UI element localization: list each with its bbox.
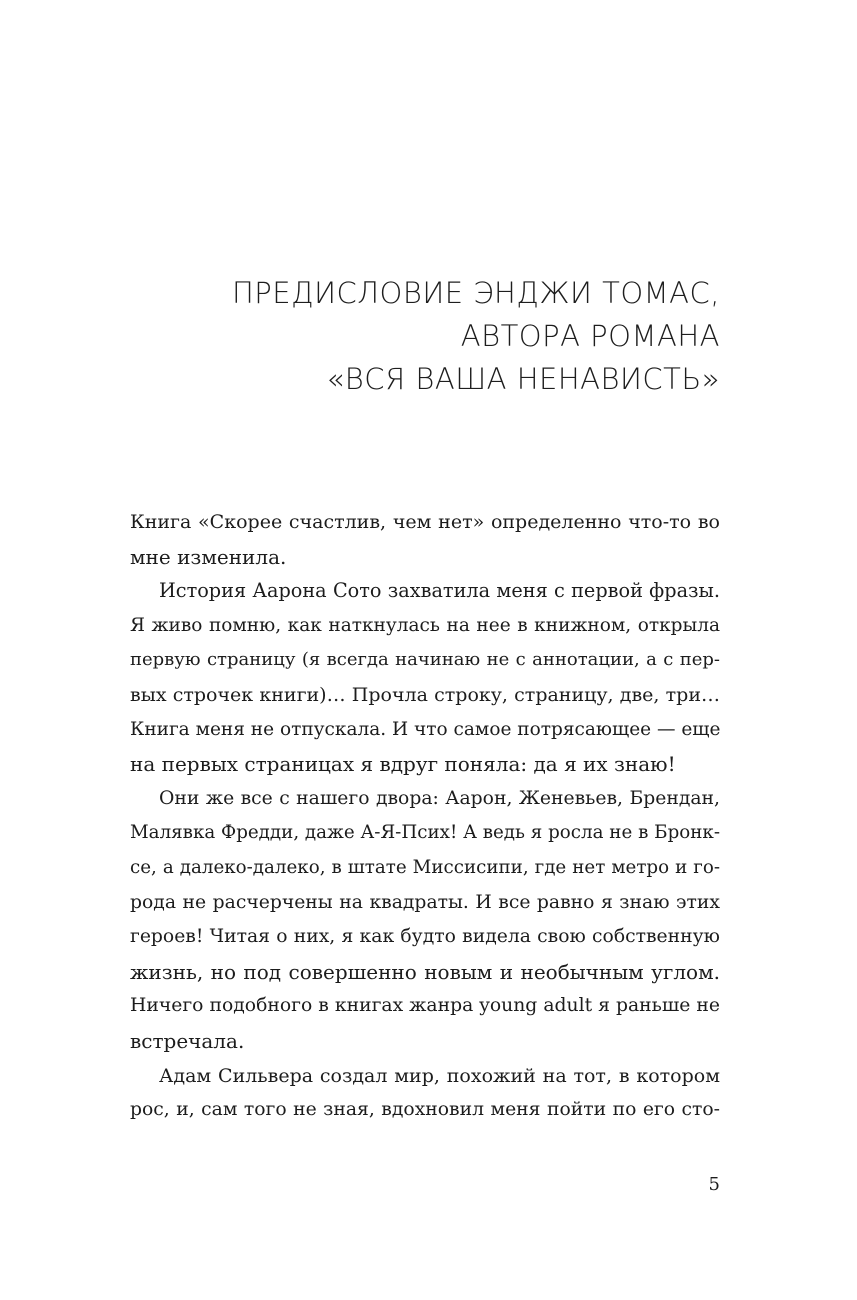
- heading-line-1: ПРЕДИСЛОВИЕ ЭНДЖИ ТОМАС,: [231, 276, 720, 310]
- text-line: вых строчек книги)… Прочла строку, страницу, две, три…: [130, 683, 720, 706]
- text-line: на первых страницах я вдруг поняла: да я их знаю!: [130, 752, 676, 777]
- text-line: се, а далеко-далеко, в штате Миссисипи, где нет метро и го-: [130, 856, 720, 878]
- text-line: Книга меня не отпускала. И что самое потрясающее — еще: [130, 718, 721, 740]
- text-line: Книга «Скорее счастлив, чем нет» определенно что-то во: [130, 511, 720, 533]
- text-line: Малявка Фредди, даже А-Я-Псих! А ведь я росла не в Бронк-: [130, 822, 720, 844]
- page-number: 5: [708, 1174, 720, 1195]
- heading-line-2: АВТОРА РОМАНА: [460, 319, 720, 353]
- text-line: Они же все с нашего двора: Аарон, Женевьев, Брендан,: [159, 787, 720, 809]
- body-text: [130, 505, 720, 1128]
- text-line: Адам Сильвера создал мир, похожий на тот, в котором: [159, 1064, 720, 1087]
- text-line: рода не расчерчены на квадраты. И все равно я знаю этих: [130, 891, 720, 913]
- text-line: жизнь, но под совершенно новым и необычным углом.: [130, 959, 720, 984]
- text-line: мне изменила.: [130, 544, 287, 569]
- text-line: Я живо помню, как наткнулась на нее в книжном, открыла: [130, 614, 720, 636]
- text-line: История Аарона Сото захватила меня с первой фразы.: [159, 579, 720, 603]
- text-line: встречала.: [130, 1028, 245, 1053]
- chapter-heading: [232, 272, 720, 401]
- text-line: рос, и, сам того не зная, вдохновил меня пойти по его сто-: [130, 1099, 720, 1121]
- text-line: Ничего подобного в книгах жанра young adult я раньше не: [130, 995, 720, 1017]
- heading-line-3: «ВСЯ ВАША НЕНАВИСТЬ»: [326, 362, 720, 396]
- text-line: героев! Читая о них, я как будто видела свою собственную: [130, 926, 720, 948]
- text-line: первую страницу (я всегда начинаю не с аннотации, а с пер-: [130, 649, 720, 671]
